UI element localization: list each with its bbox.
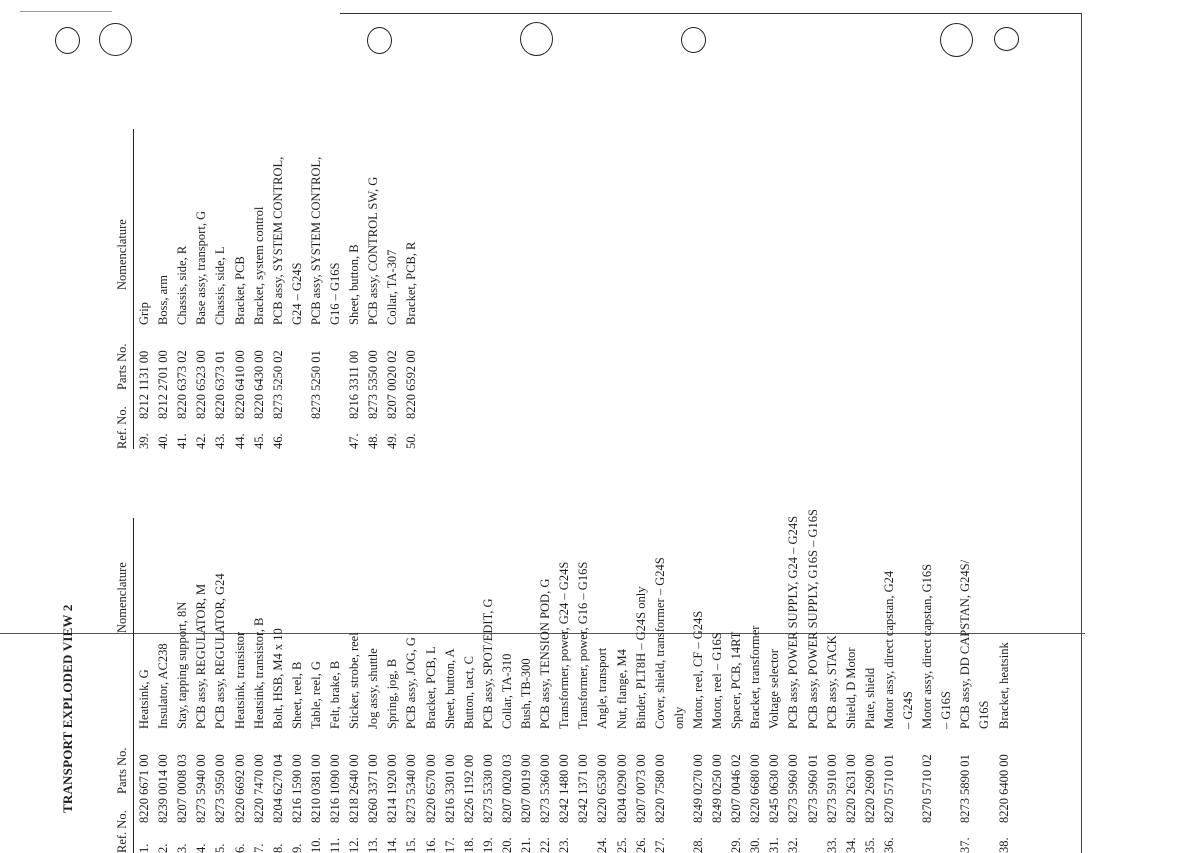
parts-no-cell: 8220 6430 00 [251,350,266,419]
nomenclature-cell: PCB assy, POWER SUPPLY, G16S – G16S [805,509,820,729]
parts-no-cell: 8207 0073 00 [633,754,648,823]
nomenclature-cell: Bolt, HSB, M4 x 10 [270,628,285,729]
nomenclature-cell: PCB assy, CONTROL SW, G [366,176,381,325]
parts-no-cell: 8220 6680 00 [748,754,763,823]
parts-no-cell: 8239 0014 00 [156,754,171,823]
ref-no-cell: 30. [748,837,763,853]
ref-no-cell: 1. [137,843,151,853]
nomenclature-cell: Bracket, PCB, L [423,646,438,729]
nomenclature-cell: Bracket, PCB [232,256,247,325]
ref-no-cell: 3. [175,843,190,853]
parts-no-cell: 8212 1131 00 [137,350,151,419]
ref-no-cell: 46. [270,433,285,449]
ref-no-cell: 42. [194,433,209,449]
nomenclature-cell: PCB assy, REGULATOR, M [194,583,209,729]
parts-no-cell: 8204 6270 04 [270,754,285,823]
parts-no-cell: 8220 2631 00 [843,754,858,823]
ref-no-cell: 50. [404,433,419,449]
parts-no-cell: 8273 5940 00 [194,754,209,823]
parts-no-cell: 8220 6373 02 [175,350,190,419]
nomenclature-cell: G24 – G24S [289,262,304,325]
left-header-nomenclature: Nomenclature [115,562,129,633]
nomenclature-cell: PCB assy, STACK [824,635,839,729]
parts-no-cell: 8249 0250 00 [710,754,724,823]
nomenclature-cell: Chassis, side, R [175,245,190,325]
left-header-parts: Parts No. [115,747,129,794]
ref-no-cell: 25. [614,837,629,853]
parts-no-cell: 8226 1192 00 [461,754,476,823]
nomenclature-cell: PCB assy, SYSTEM CONTROL, [308,156,323,325]
nomenclature-cell: Bracket, system control [251,206,266,325]
ref-no-cell: 28. [690,837,705,853]
nomenclature-cell: PCB assy, SPOT/EDIT, G [480,598,495,729]
ref-no-cell: 40. [156,433,171,449]
ref-no-cell: 38. [996,837,1011,853]
left-header-ref: Ref. No. [115,810,129,853]
parts-no-cell: 8245 0630 00 [767,754,782,823]
ref-no-cell: 13. [366,837,381,853]
parts-no-cell: 8273 5960 01 [805,754,820,823]
parts-no-cell: 8207 0020 03 [499,754,514,823]
parts-no-cell: 8273 5340 00 [404,754,419,823]
nomenclature-cell: Transformer, power, G16 – G16S [576,561,591,729]
parts-no-cell: 8242 1371 00 [576,754,591,823]
nomenclature-cell: PCB assy, JOG, G [404,637,419,729]
nomenclature-cell: Button, tact, C [461,656,476,729]
parts-no-cell: 8210 0381 00 [308,754,323,823]
nomenclature-cell: Motor assy, direct capstan, G24 [881,570,896,729]
parts-no-cell: 8220 6592 00 [404,350,419,419]
ref-no-cell: 36. [881,837,896,853]
parts-no-cell: 8220 2690 00 [862,754,877,823]
parts-no-cell: 8270 5710 02 [920,754,935,823]
ref-no-cell: 6. [232,843,247,853]
ref-no-cell: 29. [729,837,744,853]
nomenclature-cell: PCB assy, POWER SUPPLY, G24 – G24S [786,515,801,729]
nomenclature-cell: Bracket, transformer [748,625,763,729]
parts-no-cell: 8212 2701 00 [156,350,171,419]
parts-no-cell: 8207 0019 00 [519,754,533,823]
parts-no-cell: 8207 0046 02 [729,754,744,823]
nomenclature-cell: Motor, reel – G16S [710,632,724,729]
parts-no-cell: 8220 6671 00 [137,754,151,823]
nomenclature-cell: Jog assy, shuttle [366,648,381,729]
nomenclature-cell: G16S [977,700,992,729]
parts-no-cell: 8220 6692 00 [232,754,247,823]
parts-no-cell: 8220 6400 00 [996,754,1011,823]
nomenclature-cell: Felt, brake, B [328,660,342,729]
nomenclature-cell: Bracket, heatsink [996,642,1011,729]
nomenclature-cell: Base assy, transport, G [194,210,209,325]
nomenclature-cell: Chassis, side, L [213,246,228,325]
parts-no-cell: 8218 2640 00 [347,754,362,823]
ref-no-cell: 47. [347,433,362,449]
nomenclature-cell: Heatsink, G [137,669,151,729]
right-header-ref: Ref. No. [115,406,129,449]
nomenclature-cell: Spring, jog, B [385,658,400,729]
nomenclature-cell: Collar, TA-307 [385,249,400,325]
right-header-parts: Parts No. [115,343,129,390]
ref-no-cell: 23. [557,837,572,853]
parts-no-cell: 8220 6373 01 [213,350,228,419]
parts-no-cell: 8273 5960 00 [786,754,801,823]
ref-no-cell: 19. [480,837,495,853]
parts-no-cell: 8220 6410 00 [232,350,247,419]
parts-no-cell: 8216 3301 00 [442,754,457,823]
ref-no-cell: 11. [328,837,342,853]
nomenclature-cell: G16 – G16S [328,262,342,325]
page-title: TRANSPORT EXPLODED VIEW 2 [60,604,75,813]
nomenclature-cell: Sheet, button, B [347,244,362,325]
ref-no-cell: 15. [404,837,419,853]
nomenclature-cell: Nut, flange, M4 [614,649,629,729]
nomenclature-cell: Bush, TB-300 [519,658,533,729]
parts-no-cell: 8220 7580 00 [652,754,667,823]
ref-no-cell: 22. [538,837,553,853]
parts-no-cell: 8216 3311 00 [347,350,362,419]
ref-no-cell: 17. [442,837,457,853]
nomenclature-cell: Bracket, PCB, R [404,241,419,325]
ref-no-cell: 41. [175,433,190,449]
ref-no-cell: 21. [519,837,533,853]
left-header-rule [133,518,134,853]
ref-no-cell: 33. [824,837,839,853]
ref-no-cell: 49. [385,433,400,449]
nomenclature-cell: Insulator, AC238 [156,643,171,729]
parts-no-cell: 8204 0290 00 [614,754,629,823]
parts-no-cell: 8220 6523 00 [194,350,209,419]
ref-no-cell: 7. [251,843,266,853]
ref-no-cell: 43. [213,433,228,449]
nomenclature-cell: Shield, D Motor [843,647,858,729]
ref-no-cell: 9. [289,843,304,853]
parts-no-cell: 8214 1920 00 [385,754,400,823]
ref-no-cell: 26. [633,837,648,853]
parts-no-cell: 8273 5950 00 [213,754,228,823]
nomenclature-cell: Binder, PLT8H – G24S only [633,586,648,729]
nomenclature-cell: – G16S [939,691,954,729]
nomenclature-cell: PCB assy, DD CAPSTAN, G24S/ [958,559,973,729]
parts-no-cell: 8273 5250 02 [270,350,285,419]
nomenclature-cell: Heatsink, transistor [232,631,247,729]
parts-no-cell: 8220 6570 00 [423,754,438,823]
ref-no-cell: 5. [213,843,228,853]
ref-no-cell: 8. [270,843,285,853]
parts-no-cell: 8207 0020 02 [385,350,400,419]
ref-no-cell: 24. [595,837,610,853]
ref-no-cell: 48. [366,433,381,449]
right-header-rule [133,129,134,449]
nomenclature-cell: Sticker, strobe, reel [347,632,362,729]
nomenclature-cell: Stay, tapping support, 8N [175,601,190,729]
nomenclature-cell: Angle, transport [595,647,610,729]
nomenclature-cell: Boss, arm [156,275,171,325]
nomenclature-cell: Table, reel, G [308,661,323,729]
parts-no-cell: 8260 3371 00 [366,754,381,823]
nomenclature-cell: – G24S [901,691,915,729]
ref-no-cell: 32. [786,837,801,853]
ref-no-cell: 39. [137,433,151,449]
parts-no-cell: 8220 7470 00 [251,754,266,823]
ref-no-cell: 12. [347,837,362,853]
nomenclature-cell: PCB assy, TENSION POD, G [538,578,553,729]
parts-no-cell: 8273 5890 01 [958,754,973,823]
parts-no-cell: 8216 1590 00 [289,754,304,823]
nomenclature-cell: Spacer, PCB, 14RT [729,631,744,729]
ref-no-cell: 16. [423,837,438,853]
parts-no-cell: 8273 5350 00 [366,350,381,419]
ref-no-cell: 35. [862,837,877,853]
nomenclature-cell: Collar, TA-310 [499,653,514,729]
nomenclature-cell: Voltage selector [767,649,782,729]
parts-no-cell: 8273 5250 01 [308,350,323,419]
parts-no-cell: 8216 1090 00 [328,754,342,823]
ref-no-cell: 2. [156,843,171,853]
ref-no-cell: 14. [385,837,400,853]
parts-no-cell: 8220 6530 00 [595,754,610,823]
ref-no-cell: 4. [194,843,209,853]
nomenclature-cell: Motor assy, direct capstan, G16S [920,563,935,729]
nomenclature-cell: Transformer, power, G24 – G24S [557,561,572,729]
ref-no-cell: 10. [308,837,323,853]
ref-no-cell: 31. [767,837,782,853]
parts-no-cell: 8242 1480 00 [557,754,572,823]
parts-no-cell: 8273 5910 00 [824,754,839,823]
nomenclature-cell: Sheet, reel, B [289,661,304,729]
parts-no-cell: 8270 5710 01 [881,754,896,823]
nomenclature-cell: Grip [137,302,151,325]
ref-no-cell: 45. [251,433,266,449]
nomenclature-cell: Cover, shield, transformer – G24S [652,557,667,729]
ref-no-cell: 34. [843,837,858,853]
parts-no-cell: 8249 0270 00 [690,754,705,823]
parts-no-cell: 8273 5330 00 [480,754,495,823]
parts-no-cell: 8207 0008 03 [175,754,190,823]
nomenclature-cell: PCB assy, REGULATOR, G24 [213,573,228,729]
nomenclature-cell: Heatsink, transistor, B [251,617,266,729]
ref-no-cell: 20. [499,837,514,853]
ref-no-cell: 18. [461,837,476,853]
nomenclature-cell: only [671,706,686,729]
parts-no-cell: 8273 5360 00 [538,754,553,823]
nomenclature-cell: PCB assy, SYSTEM CONTROL, [270,156,285,325]
ref-no-cell: 27. [652,837,667,853]
ref-no-cell: 37. [958,837,973,853]
right-header-nomenclature: Nomenclature [115,219,129,290]
nomenclature-cell: Plate, shield [862,667,877,729]
ref-no-cell: 44. [232,433,247,449]
nomenclature-cell: Sheet, button, A [442,648,457,729]
nomenclature-cell: Motor, reel, CF – G24S [690,610,705,729]
